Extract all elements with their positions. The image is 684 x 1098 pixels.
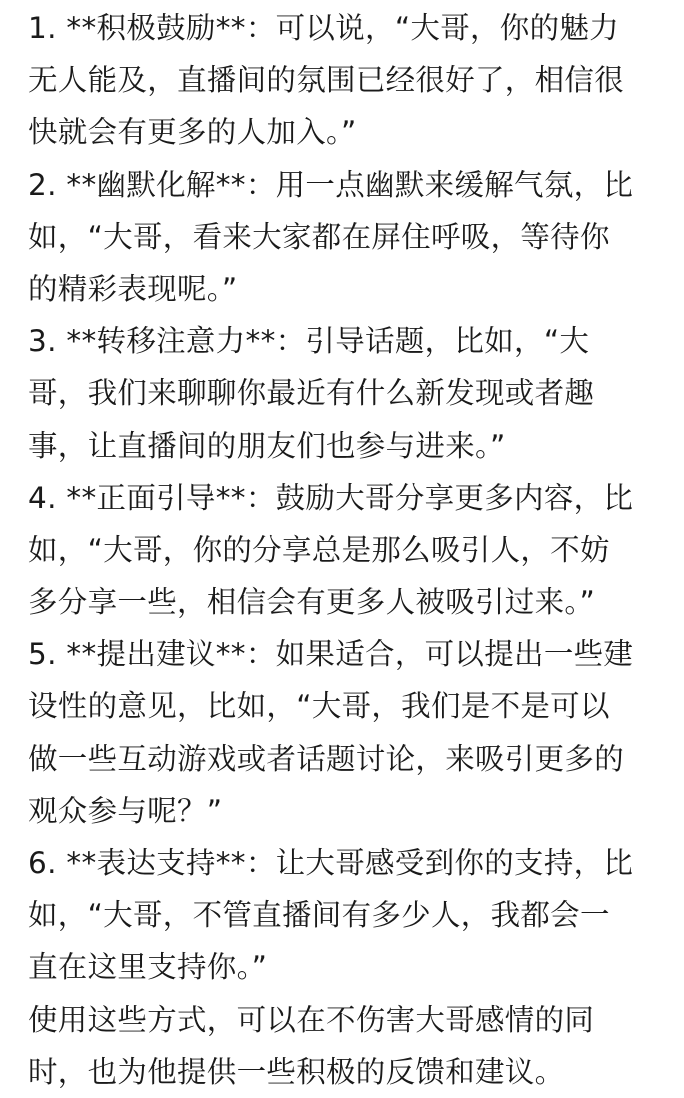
- document-body: [28, 2, 678, 1098]
- text-line: 哥，我们来聊聊你最近有什么新发现或者趣: [28, 376, 595, 411]
- text-line: 的精彩表现呢。”: [28, 271, 238, 306]
- text-line: 多分享一些，相信会有更多人被吸引过来。”: [28, 585, 596, 620]
- text-line: 直在这里支持你。”: [28, 950, 268, 985]
- text-line: 做一些互动游戏或者话题讨论，来吸引更多的: [28, 741, 625, 776]
- text-line: 设性的意见，比如，“大哥，我们是不是可以: [28, 689, 610, 724]
- text-line: 5. **提出建议**：如果适合，可以提出一些建: [28, 637, 634, 672]
- text-line: 时，也为他提供一些积极的反馈和建议。: [28, 1054, 565, 1089]
- text-line: 快就会有更多的人加入。”: [28, 115, 357, 150]
- text-line: 无人能及，直播间的氛围已经很好了，相信很: [28, 63, 625, 98]
- text-line: 1. **积极鼓励**：可以说，“大哥，你的魅力: [28, 11, 620, 45]
- text-line: 使用这些方式，可以在不伤害大哥感情的同: [28, 1002, 595, 1037]
- text-line: 事，让直播间的朋友们也参与进来。”: [28, 428, 506, 463]
- text-line: 如，“大哥，你的分享总是那么吸引人，不妨: [28, 532, 610, 567]
- text-line: 如，“大哥，不管直播间有多少人，我都会一: [28, 898, 610, 933]
- text-line: 观众参与呢？”: [28, 793, 223, 828]
- text-line: 3. **转移注意力**：引导话题，比如，“大: [28, 324, 590, 359]
- text-line: 6. **表达支持**：让大哥感受到你的支持，比: [28, 846, 634, 880]
- text-line: 如，“大哥，看来大家都在屏住呼吸，等待你: [28, 219, 610, 254]
- text-line: 4. **正面引导**：鼓励大哥分享更多内容，比: [28, 480, 634, 515]
- text-line: 2. **幽默化解**：用一点幽默来缓解气氛，比: [28, 167, 634, 202]
